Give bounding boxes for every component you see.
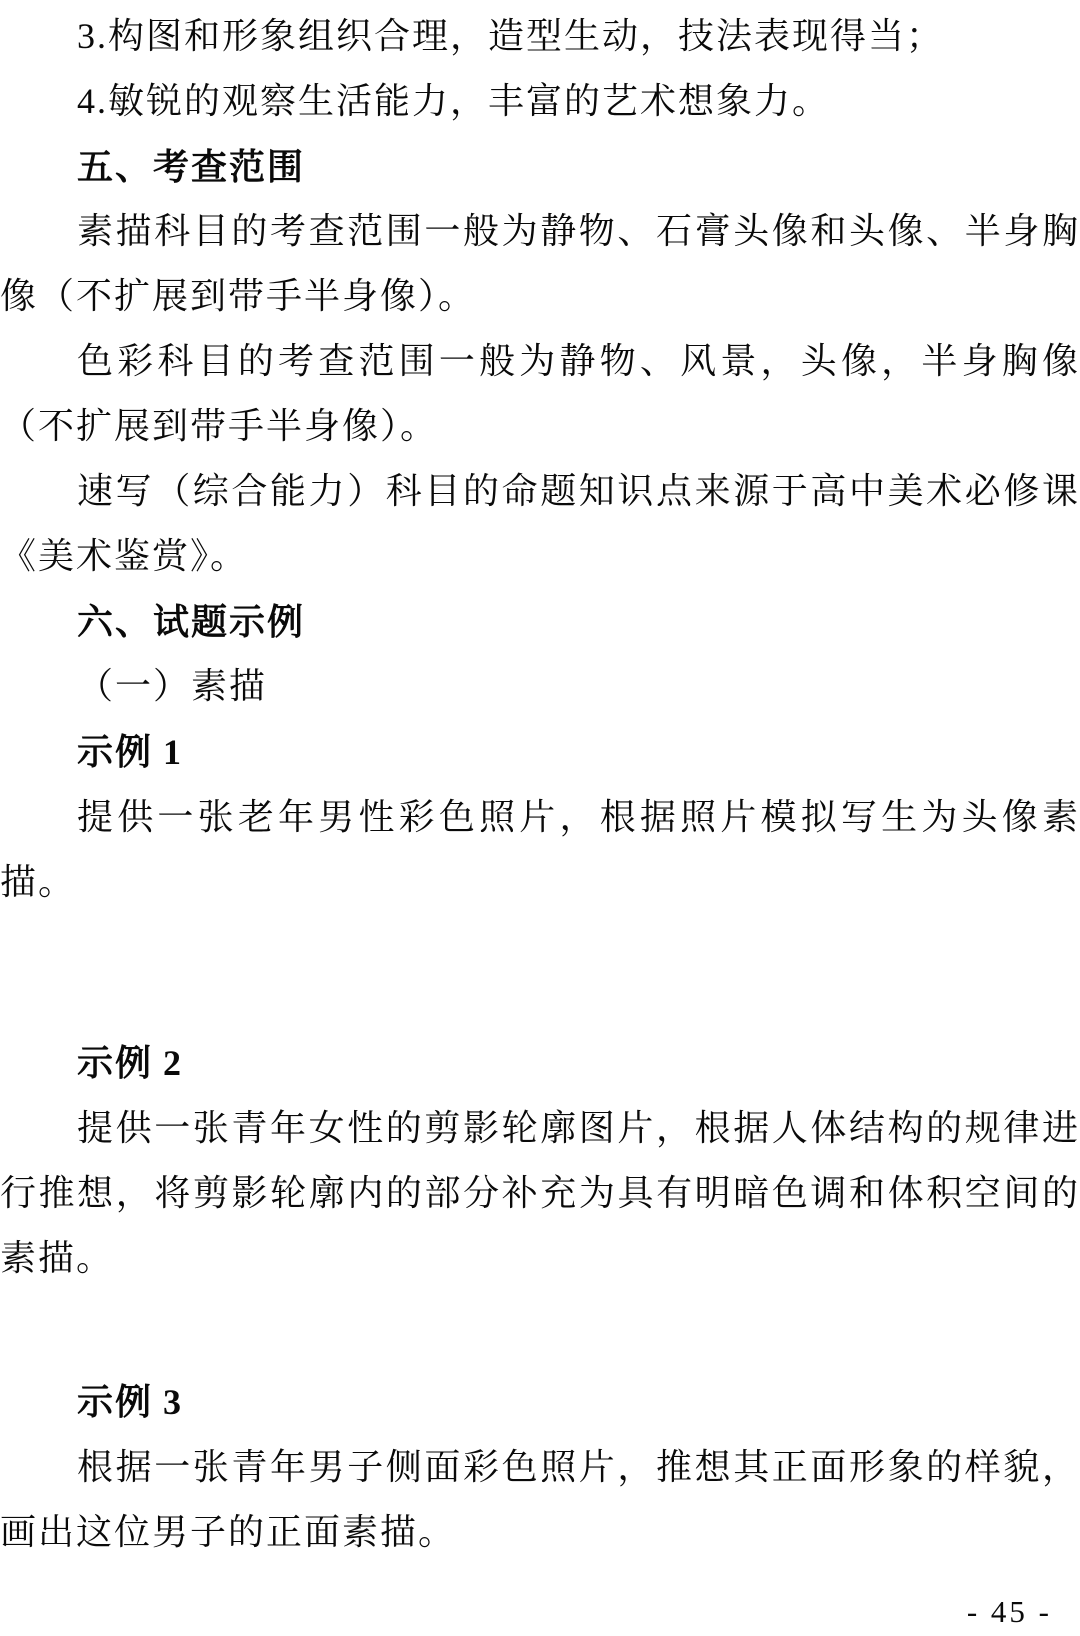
example-3-block (0, 1369, 1080, 1565)
example-2-label-prefix: 示例 (77, 1042, 154, 1083)
section-6-heading: 六、试题示例 (77, 601, 306, 642)
section-5-heading: 五、考查范围 (77, 146, 306, 187)
example-1-label-prefix: 示例 (77, 731, 154, 772)
page-number: - 45 - (966, 1594, 1052, 1629)
subsection-1-heading: （一）素描 (77, 666, 268, 706)
example-3-label-prefix: 示例 (77, 1381, 154, 1422)
criteria-item-3: 3.构图和形象组织合理，造型生动，技法表现得当； (77, 16, 945, 56)
example-1-label-number: 1 (163, 732, 182, 772)
paragraph-sketch-scope: 素描科目的考查范围一般为静物、石膏头像和头像、半身胸像（不扩展到带手半身像）。 (0, 211, 1080, 316)
example-1-text: 提供一张老年男性彩色照片，根据照片模拟写生为头像素描。 (0, 797, 1080, 902)
example-3-label-number: 3 (163, 1382, 182, 1422)
example-1-block (0, 719, 1080, 915)
paragraph-color-scope: 色彩科目的考查范围一般为静物、风景，头像，半身胸像（不扩展到带手半身像）。 (0, 341, 1080, 446)
example-2-label-number: 2 (163, 1043, 182, 1083)
criteria-item-4: 4.敏锐的观察生活能力，丰富的艺术想象力。 (77, 81, 831, 121)
example-2-label (0, 1030, 1080, 1096)
example-3-label (0, 1369, 1080, 1435)
paragraph-speed-sketch-scope: 速写（综合能力）科目的命题知识点来源于高中美术必修课《美术鉴赏》。 (0, 471, 1080, 576)
example-2-text: 提供一张青年女性的剪影轮廓图片，根据人体结构的规律进行推想，将剪影轮廓内的部分补充为具有明暗色调和体积空间的素描。 (0, 1108, 1080, 1278)
example-1-label (0, 719, 1080, 785)
example-3-text: 根据一张青年男子侧面彩色照片，推想其正面形象的样貌，画出这位男子的正面素描。 (0, 1447, 1080, 1552)
example-2-block (0, 1030, 1080, 1291)
